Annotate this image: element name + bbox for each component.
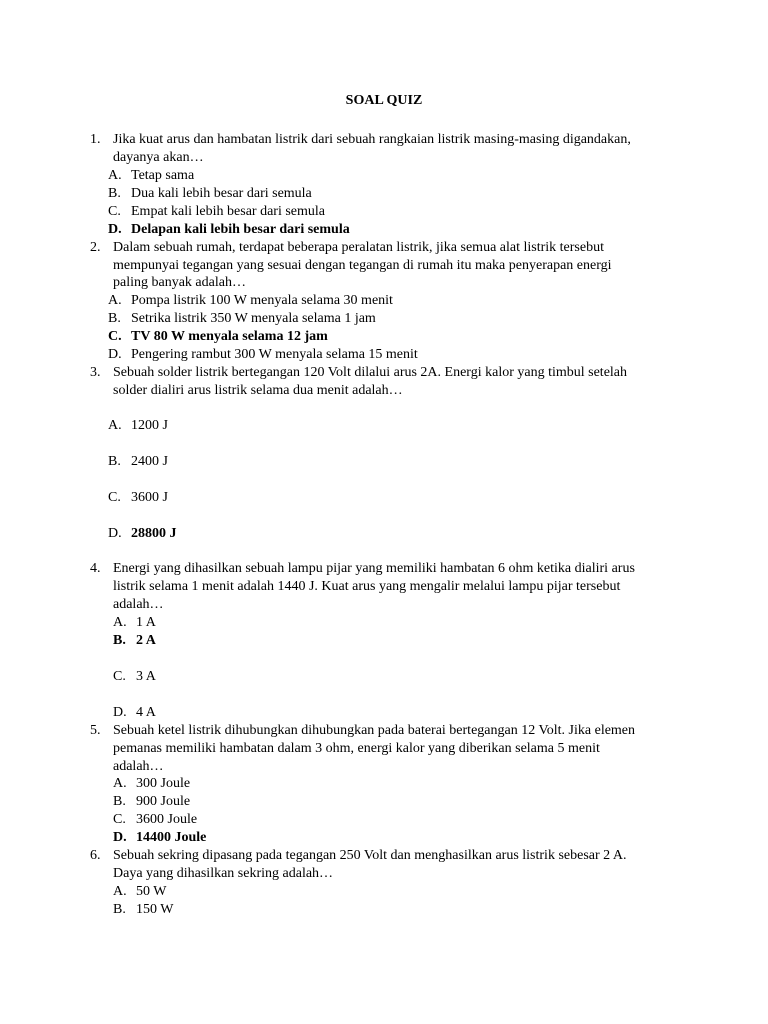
option-letter: D. <box>113 705 127 720</box>
question-number: 4. <box>90 561 101 576</box>
option-letter: A. <box>113 615 127 630</box>
option-text: 150 W <box>136 902 174 917</box>
option-text: 4 A <box>136 705 156 720</box>
option-text: 3 A <box>136 669 156 684</box>
option-text: 1 A <box>136 615 156 630</box>
question-number: 3. <box>90 365 101 380</box>
question-number: 6. <box>90 848 101 863</box>
option-letter: B. <box>113 902 126 917</box>
question-number: 5. <box>90 723 101 738</box>
option-letter: A. <box>108 293 122 308</box>
option-text: Pompa listrik 100 W menyala selama 30 menit <box>131 293 393 308</box>
option-text: Tetap sama <box>131 168 195 183</box>
question-text: Dalam sebuah rumah, terdapat beberapa peralatan listrik, jika semua alat listrik tersebut <box>113 240 604 255</box>
option-text: Pengering rambut 300 W menyala selama 15 menit <box>131 347 418 362</box>
option-letter: B. <box>108 454 121 469</box>
option-text: 2400 J <box>131 454 168 469</box>
option-letter: A. <box>108 168 122 183</box>
option-letter: D. <box>108 347 122 362</box>
option-text: 50 W <box>136 884 167 899</box>
question-text: Jika kuat arus dan hambatan listrik dari sebuah rangkaian listrik masing-masing digandakan, <box>113 132 631 147</box>
option-letter-answer: C. <box>108 329 122 344</box>
question-text: dayanya akan… <box>113 150 204 165</box>
question-text: paling banyak adalah… <box>113 275 246 290</box>
option-text: 900 Joule <box>136 794 191 809</box>
option-letter-answer: D. <box>113 830 127 845</box>
question-number: 2. <box>90 240 101 255</box>
option-letter: A. <box>113 884 127 899</box>
option-letter-answer: B. <box>113 633 126 648</box>
question-number: 1. <box>90 132 101 147</box>
option-letter: B. <box>113 794 126 809</box>
option-letter: C. <box>108 204 121 219</box>
question-text: mempunyai tegangan yang sesuai dengan tegangan di rumah itu maka penyerapan energi <box>113 258 612 273</box>
option-letter: A. <box>108 418 122 433</box>
option-text: Dua kali lebih besar dari semula <box>131 186 312 201</box>
option-text-answer: 14400 Joule <box>136 830 207 845</box>
option-text-answer: TV 80 W menyala selama 12 jam <box>131 329 328 344</box>
option-letter-answer: D. <box>108 526 122 541</box>
question-text: Sebuah sekring dipasang pada tegangan 250 Volt dan menghasilkan arus listrik sebesar 2 A. <box>113 848 627 863</box>
option-letter: C. <box>113 812 126 827</box>
question-text: pemanas memiliki hambatan dalam 3 ohm, energi kalor yang diberikan selama 5 menit <box>113 741 600 756</box>
option-letter: B. <box>108 186 121 201</box>
option-letter: C. <box>108 490 121 505</box>
question-text: adalah… <box>113 597 164 612</box>
option-letter: C. <box>113 669 126 684</box>
question-text: Sebuah solder listrik bertegangan 120 Volt dilalui arus 2A. Energi kalor yang timbul setelah <box>113 365 628 380</box>
option-text: Empat kali lebih besar dari semula <box>131 204 325 219</box>
option-text: 3600 Joule <box>136 812 198 827</box>
question-text: listrik selama 1 menit adalah 1440 J. Kuat arus yang mengalir melalui lampu pijar tersebut <box>113 579 621 594</box>
option-letter: B. <box>108 311 121 326</box>
option-text: 3600 J <box>131 490 168 505</box>
option-letter: A. <box>113 776 127 791</box>
question-text: solder dialiri arus listrik selama dua menit adalah… <box>113 383 403 398</box>
question-text: adalah… <box>113 759 164 774</box>
option-letter-answer: D. <box>108 222 122 237</box>
option-text-answer: 28800 J <box>131 526 177 541</box>
option-text: Setrika listrik 350 W menyala selama 1 jam <box>131 311 376 326</box>
option-text: 1200 J <box>131 418 168 433</box>
page-title: SOAL QUIZ <box>345 93 423 108</box>
question-text: Energi yang dihasilkan sebuah lampu pijar yang memiliki hambatan 6 ohm ketika dialiri arus <box>113 561 635 576</box>
question-text: Sebuah ketel listrik dihubungkan dihubungkan pada baterai bertegangan 12 Volt. Jika elemen <box>113 723 636 738</box>
option-text: 300 Joule <box>136 776 191 791</box>
option-text-answer: Delapan kali lebih besar dari semula <box>131 222 350 237</box>
question-text: Daya yang dihasilkan sekring adalah… <box>113 866 334 881</box>
option-text-answer: 2 A <box>136 633 156 648</box>
